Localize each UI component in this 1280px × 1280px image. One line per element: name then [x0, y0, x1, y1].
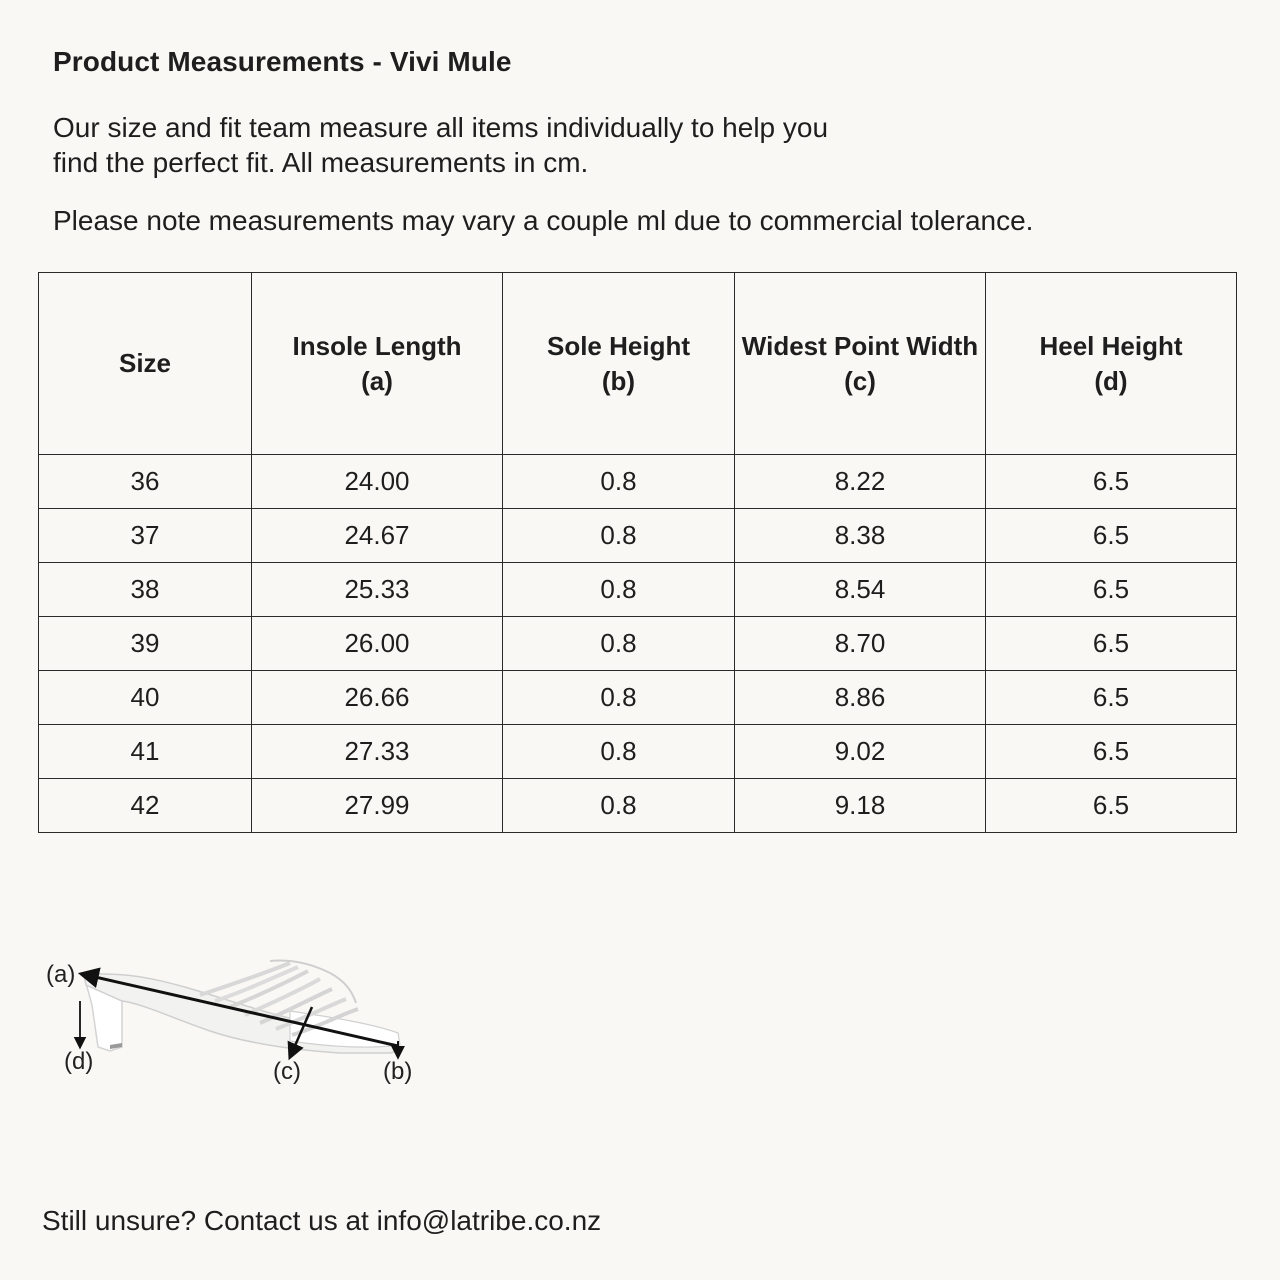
shoe-measurement-diagram: [40, 945, 440, 1095]
table-row: [39, 617, 1237, 671]
cell-widest-point-width: 9.18: [735, 779, 986, 833]
cell-sole-height: 0.8: [503, 455, 735, 509]
intro-text: [53, 110, 953, 180]
cell-sole-height: 0.8: [503, 779, 735, 833]
table-row: [39, 779, 1237, 833]
header-widest-point-width: [735, 273, 986, 455]
cell-heel-height: 6.5: [986, 455, 1237, 509]
header-sub: (b): [601, 365, 636, 396]
page-title: Product Measurements - Vivi Mule: [53, 46, 512, 77]
cell-widest-point-width: 8.38: [735, 509, 986, 563]
table-row: [39, 455, 1237, 509]
header-sole-height: [503, 273, 735, 455]
table-header-row: [39, 273, 1237, 455]
cell-insole-length: 24.67: [252, 509, 503, 563]
label-b: (b): [383, 1058, 413, 1085]
table-row: [39, 725, 1237, 779]
cell-size: 41: [39, 725, 252, 779]
cell-heel-height: 6.5: [986, 563, 1237, 617]
contact-footer: Still unsure? Contact us at info@latribe.co.nz: [42, 1205, 602, 1236]
cell-size: 39: [39, 617, 252, 671]
cell-widest-point-width: 8.54: [735, 563, 986, 617]
header-sub: (a): [361, 365, 393, 396]
cell-heel-height: 6.5: [986, 509, 1237, 563]
cell-size: 36: [39, 455, 252, 509]
cell-insole-length: 26.66: [252, 671, 503, 725]
cell-size: 40: [39, 671, 252, 725]
cell-sole-height: 0.8: [503, 725, 735, 779]
cell-size: 42: [39, 779, 252, 833]
shoe-illustration: [84, 961, 400, 1054]
header-sub: (d): [1094, 365, 1128, 396]
header-size: [39, 273, 252, 455]
cell-size: 38: [39, 563, 252, 617]
cell-insole-length: 25.33: [252, 563, 503, 617]
tolerance-note: Please note measurements may vary a couple ml due to commercial tolerance.: [53, 205, 1034, 236]
cell-widest-point-width: 9.02: [735, 725, 986, 779]
cell-insole-length: 27.99: [252, 779, 503, 833]
cell-widest-point-width: 8.86: [735, 671, 986, 725]
header-label: Widest Point Width: [741, 330, 979, 361]
header-heel-height: [986, 273, 1237, 455]
header-label: Size: [118, 348, 172, 378]
intro-line-2: find the perfect fit. All measurements in cm.: [53, 147, 589, 178]
cell-insole-length: 27.33: [252, 725, 503, 779]
intro-line-1: Our size and fit team measure all items individually to help you: [53, 112, 829, 143]
cell-sole-height: 0.8: [503, 509, 735, 563]
cell-heel-height: 6.5: [986, 779, 1237, 833]
label-a: (a): [46, 961, 76, 988]
cell-widest-point-width: 8.70: [735, 617, 986, 671]
cell-sole-height: 0.8: [503, 671, 735, 725]
cell-heel-height: 6.5: [986, 725, 1237, 779]
table-row: [39, 563, 1237, 617]
cell-insole-length: 26.00: [252, 617, 503, 671]
header-sub: (c): [844, 365, 876, 396]
cell-sole-height: 0.8: [503, 563, 735, 617]
cell-heel-height: 6.5: [986, 671, 1237, 725]
header-label: Heel Height: [1039, 330, 1183, 361]
cell-size: 37: [39, 509, 252, 563]
header-label: Sole Height: [546, 330, 690, 361]
header-label: Insole Length: [292, 330, 462, 361]
table-row: [39, 509, 1237, 563]
header-insole-length: [252, 273, 503, 455]
cell-heel-height: 6.5: [986, 617, 1237, 671]
measurements-table: [38, 272, 1237, 833]
cell-sole-height: 0.8: [503, 617, 735, 671]
label-d: (d): [64, 1048, 94, 1075]
label-c: (c): [273, 1058, 301, 1085]
cell-insole-length: 24.00: [252, 455, 503, 509]
table-row: [39, 671, 1237, 725]
cell-widest-point-width: 8.22: [735, 455, 986, 509]
